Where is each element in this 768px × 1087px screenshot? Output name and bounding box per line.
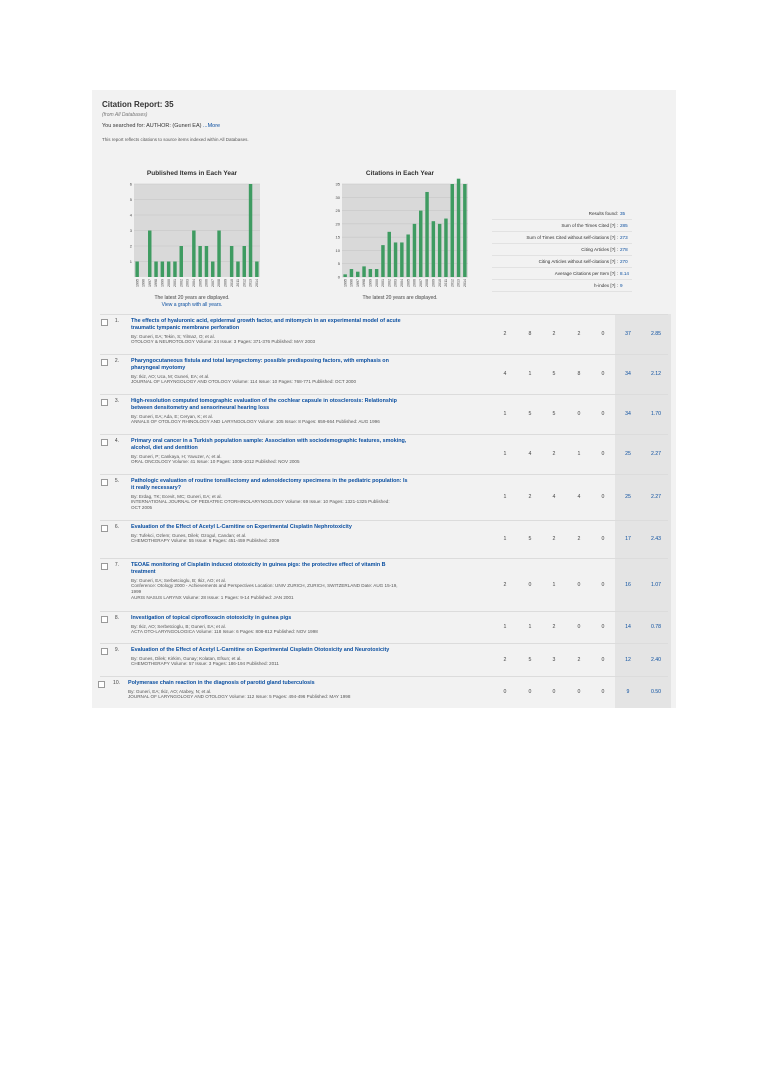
bar-2014 — [463, 184, 466, 277]
citation-count-cell: 0 — [601, 371, 605, 377]
stat-row — [492, 244, 632, 256]
article-title-link-continued[interactable]: treatment — [131, 569, 156, 575]
row-separator — [100, 474, 668, 475]
left-chart-caption: The latest 20 years are displayed. — [154, 295, 230, 301]
result-number: 10. — [113, 680, 120, 686]
article-authors: By: Guneri, EA; Tekin, S; Yilmaz, O; et al. — [131, 333, 215, 339]
result-number: 5. — [114, 478, 119, 484]
row-separator — [100, 354, 668, 355]
x-tick-label: 2000 — [374, 279, 379, 287]
citations-chart — [330, 182, 480, 300]
result-number: 1. — [114, 318, 119, 324]
citation-count-cell: 0 — [601, 494, 605, 500]
x-tick-label: 2004 — [192, 279, 197, 287]
bar-2005 — [406, 234, 409, 277]
article-title-link-continued[interactable]: pharyngeal myotomy — [131, 365, 186, 371]
article-authors: By: Guneri, EA; Ikiz, AO; Atabey, N; et al. — [128, 688, 212, 694]
x-tick-label: 2007 — [418, 279, 423, 287]
y-tick-label: 1 — [129, 259, 132, 264]
x-tick-label: 2001 — [173, 279, 178, 287]
more-link[interactable]: ...More — [202, 123, 221, 129]
x-tick-label: 1998 — [362, 279, 367, 287]
x-tick-label: 2000 — [166, 279, 171, 287]
citation-count-cell: 0 — [601, 451, 605, 457]
x-tick-label: 1997 — [147, 279, 152, 287]
citation-count-cell: 4 — [503, 371, 507, 377]
article-title-link-continued[interactable]: alcohol, diet and dentition — [131, 445, 198, 451]
citation-count-cell: 2.27 — [650, 451, 662, 457]
citation-count-cell: 0 — [601, 656, 605, 663]
x-tick-label: 2012 — [450, 279, 455, 287]
citation-count-cell: 1 — [503, 536, 507, 542]
select-checkbox[interactable] — [98, 681, 105, 688]
citation-count-cell: 4 — [577, 494, 581, 500]
bar-2010 — [438, 224, 441, 277]
citation-count-cell: 1.70 — [650, 411, 662, 417]
citation-count-cell: 5 — [528, 656, 532, 663]
citation-count-cell: 0.78 — [650, 624, 662, 630]
citation-count-cell: 1 — [503, 624, 507, 630]
bar-2013 — [457, 179, 460, 277]
stat-value: 35 — [620, 211, 626, 216]
row-separator — [100, 434, 668, 435]
x-tick-label: 2003 — [393, 279, 398, 287]
stat-row — [492, 232, 632, 244]
y-tick-label: 2 — [129, 243, 132, 249]
search-query: You searched for: AUTHOR: (Guneri EA) — [102, 123, 202, 129]
bar-1997 — [148, 231, 151, 278]
citation-count-cell: 16 — [625, 581, 631, 588]
x-tick-label: 2012 — [242, 279, 247, 287]
citation-count-cell: 2 — [503, 656, 507, 663]
article-title-link[interactable]: Primary oral cancer in a Turkish population sample: Association with sociodemographic features, smoking, — [131, 438, 407, 444]
citation-report-panel — [92, 90, 676, 708]
result-number: 6. — [114, 524, 119, 530]
stat-label: Citing Articles [?] : — [581, 247, 618, 252]
y-tick-label: 20 — [335, 221, 340, 227]
bar-2000 — [375, 269, 378, 277]
citation-count-cell: 12 — [625, 656, 631, 663]
article-authors: By: Tufekci, Ozlem; Gunes, Dilek; Ozogul, Candan; et al. — [131, 532, 247, 538]
report-subtitle: (from All Databases) — [102, 112, 148, 118]
bar-1995 — [343, 274, 346, 277]
result-number: 3. — [114, 398, 119, 404]
citation-count-cell: 0 — [601, 581, 605, 588]
citation-count-cell: 37 — [625, 331, 631, 337]
x-tick-label: 2010 — [229, 279, 234, 287]
bar-2008 — [425, 192, 428, 277]
article-authors: By: Erdag, TK; Ecevit, MC; Guneri, EA; et al. — [131, 493, 222, 499]
x-tick-label: 2004 — [400, 279, 405, 287]
stat-row — [492, 280, 632, 292]
x-tick-label: 2007 — [210, 279, 215, 287]
article-authors: By: Guneri, EA; Ada, E; Ceryan, K; et al. — [131, 413, 213, 419]
article-source: OTOLOGY & NEUROTOLOGY Volume: 24 Issue: 3 Pages: 371-376 Published: MAY 2003 — [131, 339, 316, 345]
x-tick-label: 2005 — [198, 279, 203, 287]
y-tick-label: 6 — [129, 181, 132, 187]
citation-count-cell: 2.40 — [650, 656, 662, 663]
stat-value: 9 — [620, 283, 623, 288]
stat-row — [492, 268, 632, 280]
stat-label: Citing Articles without self-citations [?] : — [538, 259, 618, 264]
chart-title-citations: Citations in Each Year — [365, 170, 435, 177]
bar-2000 — [167, 262, 170, 278]
article-title-link[interactable]: High-resolution computed tomographic evaluation of the cochlear capsule in otosclerosis: Relationship — [131, 398, 397, 404]
row-separator — [100, 520, 668, 521]
stat-row — [492, 208, 632, 220]
bar-1999 — [161, 262, 164, 278]
article-source: 1999 — [131, 589, 142, 595]
bar-2006 — [413, 224, 416, 277]
x-tick-label: 2009 — [223, 279, 228, 287]
bar-2009 — [432, 221, 435, 277]
citation-count-cell: 25 — [625, 494, 631, 500]
bar-2002 — [388, 232, 391, 277]
stat-value: 270 — [620, 259, 628, 264]
article-title-link[interactable]: Polymerase chain reaction in the diagnosis of parotid gland tuberculosis — [128, 680, 315, 686]
article-title-link[interactable]: Investigation of topical ciprofloxacin ototoxicity in guinea pigs — [131, 615, 292, 621]
x-tick-label: 2011 — [444, 279, 449, 287]
citation-count-cell: 2 — [577, 656, 581, 663]
citation-count-cell: 1 — [503, 451, 507, 457]
citation-count-cell: 1 — [552, 581, 556, 588]
citation-count-cell: 0 — [601, 536, 605, 542]
citation-count-cell: 4 — [552, 494, 556, 500]
citation-count-cell: 2 — [552, 331, 556, 337]
bar-2005 — [198, 246, 201, 277]
citation-count-cell: 0 — [601, 624, 605, 630]
article-source: ACTA OTO-LARYNGOLOGICA Volume: 118 Issue: 6 Pages: 808-812 Published: NOV 1998 — [131, 629, 318, 635]
citation-count-cell: 34 — [625, 411, 631, 417]
x-tick-label: 2013 — [456, 279, 461, 287]
citation-count-cell: 0 — [601, 411, 605, 417]
x-tick-label: 1997 — [355, 279, 360, 287]
y-tick-label: 30 — [335, 194, 340, 200]
article-source: ORAL ONCOLOGY Volume: 41 Issue: 10 Pages: 1005-1012 Published: NOV 2005 — [131, 459, 300, 465]
result-number: 8. — [114, 615, 119, 621]
result-number: 2. — [114, 358, 119, 364]
stat-label: Sum of the Times Cited [?] : — [561, 223, 618, 228]
x-tick-label: 2011 — [236, 279, 241, 287]
x-tick-label: 2006 — [412, 279, 417, 287]
y-tick-label: 10 — [335, 247, 340, 253]
article-title-link[interactable]: Pathologic evaluation of routine tonsillectomy and adenoidectomy specimens in the pediatric population: Is — [131, 478, 408, 484]
x-tick-label: 1995 — [135, 279, 140, 287]
citation-count-cell: 0 — [601, 331, 605, 337]
citation-count-cell: 14 — [625, 624, 631, 630]
citation-count-cell: 1 — [503, 494, 507, 500]
citation-count-cell: 0 — [577, 624, 581, 630]
citation-count-cell: 2 — [552, 624, 556, 630]
article-title-link[interactable]: Pharyngocutaneous fistula and total laryngectomy: possible predisposing factors, with emphasis on — [131, 358, 389, 364]
citation-count-cell: 2.85 — [650, 331, 662, 337]
citation-count-cell: 3 — [552, 656, 556, 663]
citation-count-cell: 1 — [528, 371, 532, 377]
citation-count-cell: 5 — [528, 411, 532, 417]
y-tick-label: 25 — [335, 208, 340, 214]
x-tick-label: 2008 — [425, 279, 430, 287]
bar-2007 — [211, 262, 214, 278]
x-tick-label: 1995 — [343, 279, 348, 287]
y-tick-label: 4 — [129, 212, 132, 218]
result-number: 9. — [114, 647, 119, 653]
bar-1996 — [350, 269, 353, 277]
citation-count-cell: 0 — [577, 689, 581, 695]
x-tick-label: 2003 — [185, 279, 190, 287]
x-tick-label: 2013 — [248, 279, 253, 287]
bar-2001 — [173, 262, 176, 278]
chart-title-published: Published Items in Each Year — [146, 170, 238, 177]
article-authors: By: Guneri, EA; Serbetcioglu, B; Ikiz, AO; et al. — [131, 577, 226, 583]
published-items-chart — [122, 182, 272, 300]
y-tick-label: 35 — [335, 181, 340, 187]
citation-count-cell: 2.27 — [650, 494, 662, 500]
citation-count-cell: 1 — [528, 624, 532, 630]
article-source: ANNALS OF OTOLOGY RHINOLOGY AND LARYNGOLOGY Volume: 105 Issue: 8 Pages: 659-664 Published: AUG 1996 — [131, 419, 380, 425]
bar-2010 — [230, 246, 233, 277]
article-source: Conference: Otology 2000 - Achievements and Perspectives Location: UNIV ZURICH, ZURICH, SWITZERLAND Date: AUG 15-19, — [131, 583, 398, 589]
article-authors: By: Ikiz, AO; Uca, M; Guneri, EA; et al. — [131, 373, 210, 379]
x-tick-label: 1999 — [160, 279, 165, 287]
stat-value: 8.14 — [620, 271, 629, 276]
bar-2007 — [419, 211, 422, 277]
row-separator — [100, 558, 668, 559]
row-separator — [100, 394, 668, 395]
citation-count-cell: 0.50 — [650, 689, 662, 695]
citation-count-cell: 0 — [528, 689, 532, 695]
citation-count-cell: 5 — [552, 371, 556, 377]
bar-2004 — [400, 242, 403, 277]
article-source: JOURNAL OF LARYNGOLOGY AND OTOLOGY Volume: 112 Issue: 5 Pages: 494-496 Published: MAY 1998 — [128, 694, 351, 700]
citation-count-cell: 0 — [503, 689, 507, 695]
x-tick-label: 2014 — [463, 279, 468, 287]
citation-count-cell: 0 — [577, 581, 581, 588]
x-tick-label: 1999 — [368, 279, 373, 287]
stat-value: 285 — [620, 223, 628, 228]
x-tick-label: 2010 — [437, 279, 442, 287]
article-title-link[interactable]: Evaluation of the Effect of Acetyl L-Carnitine on Experimental Cisplatin Ototoxicity and Neurotoxicity — [131, 647, 390, 653]
view-all-years-link[interactable]: View a graph with all years. — [161, 302, 223, 308]
stat-row — [492, 220, 632, 232]
citation-count-cell: 2.43 — [650, 536, 662, 542]
citation-count-cell: 9 — [626, 689, 630, 695]
bar-1998 — [362, 266, 365, 277]
article-title-link[interactable]: TEOAE monitoring of Cisplatin induced ototoxicity in guinea pigs: the protective effect of vitamin B — [131, 562, 386, 568]
stat-label: h-index [?] : — [593, 283, 618, 288]
y-tick-label: 5 — [129, 197, 132, 202]
y-tick-label: 0 — [337, 274, 340, 280]
result-number: 7. — [114, 562, 119, 568]
x-tick-label: 2008 — [217, 279, 222, 287]
x-tick-label: 2002 — [179, 279, 184, 287]
bar-1998 — [154, 262, 157, 278]
citation-count-cell: 0 — [552, 689, 556, 695]
bar-2014 — [255, 262, 258, 278]
x-tick-label: 2002 — [387, 279, 392, 287]
article-source: INTERNATIONAL JOURNAL OF PEDIATRIC OTORHINOLARYNGOLOGY Volume: 69 Issue: 10 Pages: 1321-1325 Published: — [131, 499, 390, 505]
citation-count-cell: 2 — [528, 494, 532, 500]
citation-count-cell: 8 — [577, 371, 581, 377]
bar-2003 — [394, 242, 397, 277]
citation-count-cell: 5 — [528, 536, 532, 542]
x-tick-label: 1996 — [141, 279, 146, 287]
report-title: Citation Report: 35 — [102, 100, 174, 109]
article-source: OCT 2005 — [131, 505, 153, 511]
x-tick-label: 2005 — [406, 279, 411, 287]
y-tick-label: 5 — [337, 261, 340, 267]
citation-count-cell: 2 — [577, 536, 581, 542]
stat-label: Sum of Times Cited without self-citations [?] : — [526, 235, 618, 240]
citation-count-cell: 25 — [625, 451, 631, 457]
citation-count-cell: 1 — [503, 411, 507, 417]
article-source: CHEMOTHERAPY Volume: 57 Issue: 3 Pages: 186-194 Published: 2011 — [131, 661, 279, 667]
bar-2013 — [249, 184, 252, 277]
citation-count-cell: 2.12 — [650, 371, 662, 377]
x-tick-label: 2006 — [204, 279, 209, 287]
citation-count-cell: 5 — [552, 411, 556, 417]
article-title-link[interactable]: Evaluation of the Effect of Acetyl L-Carnitine on Experimental Cisplatin Nephrotoxicity — [131, 524, 352, 530]
stat-value: 273 — [620, 235, 628, 240]
citation-count-cell: 4 — [528, 451, 532, 457]
bar-2012 — [243, 246, 246, 277]
x-tick-label: 1996 — [349, 279, 354, 287]
bar-1995 — [135, 262, 138, 278]
bar-2006 — [205, 246, 208, 277]
citation-count-cell: 0 — [528, 581, 532, 588]
stat-label: Average Citations per Item [?] : — [554, 271, 618, 276]
bar-2002 — [180, 246, 183, 277]
article-title-link[interactable]: The effects of hyaluronic acid, epidermal growth factor, and mitomycin in an experimental model of acute — [131, 318, 401, 324]
article-authors: By: Ikiz, AO; Serbetcioglu, B; Guneri, EA; et al. — [131, 623, 226, 629]
article-title-link-continued[interactable]: it really necessary? — [131, 485, 182, 491]
stat-value: 278 — [620, 247, 628, 252]
row-separator — [100, 611, 668, 612]
report-note: This report reflects citations to source items indexed within All Databases. — [102, 137, 249, 142]
plot-area — [342, 184, 468, 277]
article-source: AURIS NASUS LARYNX Volume: 28 Issue: 1 Pages: 9-14 Published: JAN 2001 — [131, 594, 294, 600]
stat-label: Results found: — [588, 211, 618, 216]
x-tick-label: 2009 — [431, 279, 436, 287]
bar-2004 — [192, 231, 195, 278]
citation-count-cell: 17 — [625, 536, 631, 542]
bar-1997 — [356, 272, 359, 277]
stat-row — [492, 256, 632, 268]
citation-count-cell: 8 — [528, 331, 532, 337]
citation-count-cell: 0 — [577, 411, 581, 417]
result-number: 4. — [114, 438, 119, 444]
citation-count-cell: 1 — [577, 451, 581, 457]
article-authors: By: Guneri, P; Cankaya, H; Yavuzer, A; et al. — [131, 453, 222, 459]
bar-2012 — [451, 184, 454, 277]
row-separator — [100, 676, 668, 677]
bar-2008 — [217, 231, 220, 278]
bar-2011 — [444, 219, 447, 277]
citation-count-cell: 1.07 — [650, 581, 662, 588]
citation-count-cell: 2 — [552, 536, 556, 542]
citation-count-cell: 2 — [503, 581, 507, 588]
citation-stats — [492, 208, 632, 292]
bar-2001 — [381, 245, 384, 277]
article-source: CHEMOTHERAPY Volume: 55 Issue: 6 Pages: 451-459 Published: 2009 — [131, 538, 280, 544]
row-separator — [100, 643, 668, 644]
bar-1999 — [369, 269, 372, 277]
citation-count-cell: 0 — [601, 689, 605, 695]
citation-count-cell: 2 — [503, 331, 507, 337]
x-tick-label: 1998 — [154, 279, 159, 287]
article-title-link-continued[interactable]: traumatic tympanic membrane perforation — [131, 325, 240, 331]
citation-count-cell: 34 — [625, 371, 631, 377]
citation-count-cell: 2 — [552, 451, 556, 457]
x-tick-label: 2014 — [255, 279, 260, 287]
article-authors: By: Gunes, Dilek; Kirkim, Gunay; Kolatan, Efsun; et al. — [131, 655, 242, 661]
x-tick-label: 2001 — [381, 279, 386, 287]
citation-count-cell: 2 — [577, 331, 581, 337]
row-separator — [100, 314, 668, 315]
bar-2011 — [236, 262, 239, 278]
search-summary — [102, 123, 220, 129]
y-tick-label: 3 — [129, 228, 132, 233]
right-chart-caption: The latest 20 years are displayed. — [362, 295, 438, 301]
article-source: JOURNAL OF LARYNGOLOGY AND OTOLOGY Volume: 114 Issue: 10 Pages: 768-771 Published: OCT 2000 — [131, 379, 357, 385]
y-tick-label: 15 — [335, 234, 340, 240]
article-title-link-continued[interactable]: between densitometry and sensorineural hearing loss — [131, 405, 270, 411]
